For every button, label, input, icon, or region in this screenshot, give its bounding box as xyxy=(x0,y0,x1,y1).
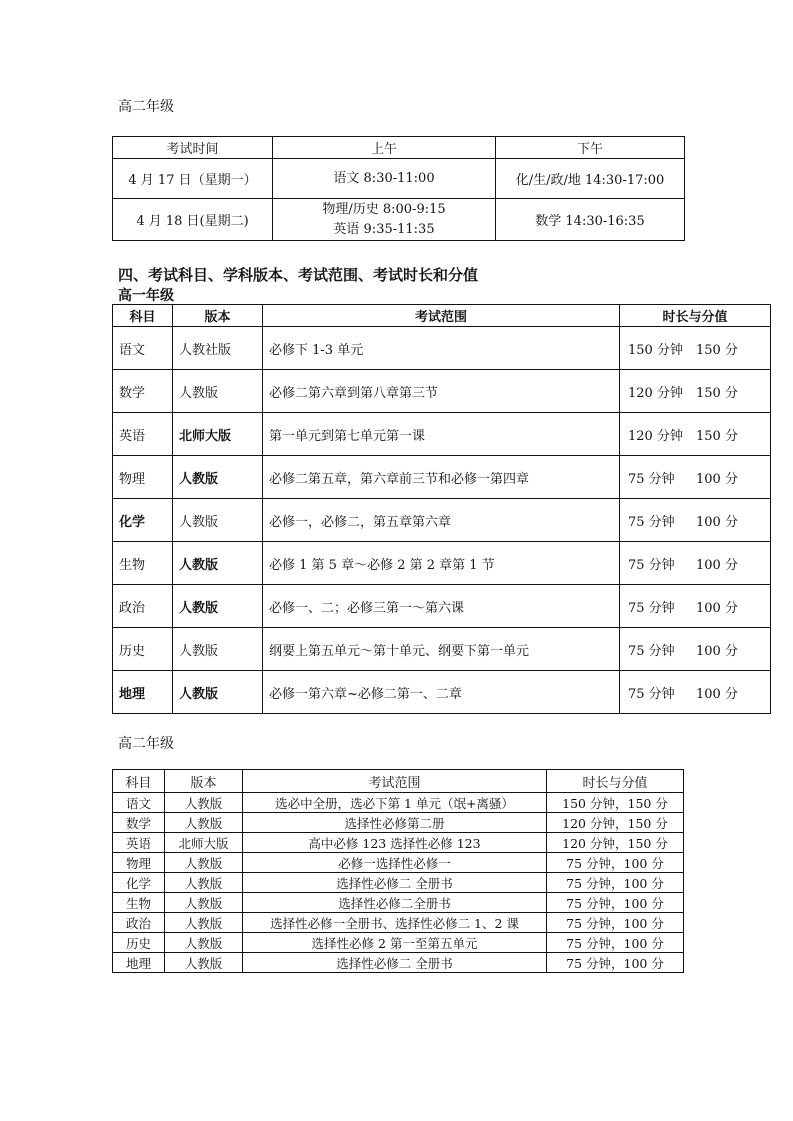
duration-score-cell: 75 分钟，100 分 xyxy=(547,853,684,873)
edition-cell: 人教版 xyxy=(165,793,243,813)
duration-score-cell xyxy=(620,327,771,370)
duration-value: 75 分钟 xyxy=(628,600,675,616)
table-row xyxy=(113,853,684,873)
header-cell: 版本 xyxy=(173,305,263,327)
score-value: 100 分 xyxy=(696,557,738,573)
table-row xyxy=(113,893,684,913)
afternoon-cell: 化/生/政/地 14:30-17:00 xyxy=(496,159,685,199)
date-cell: 4 月 17 日（星期一） xyxy=(113,159,273,199)
edition-cell: 人教版 xyxy=(165,913,243,933)
grade1-exam-table xyxy=(112,304,771,714)
scope-cell: 选择性必修二 全册书 xyxy=(243,873,547,893)
table-row xyxy=(113,327,771,370)
header-cell: 时长与分值 xyxy=(620,305,771,327)
edition-cell: 人教版 xyxy=(173,499,263,542)
score-value: 100 分 xyxy=(696,686,738,702)
edition-cell: 人教社版 xyxy=(173,327,263,370)
subject-cell: 物理 xyxy=(113,853,165,873)
scope-cell: 选择性必修第二册 xyxy=(243,813,547,833)
table-row xyxy=(113,671,771,714)
edition-cell: 人教版 xyxy=(173,585,263,628)
subject-cell: 化学 xyxy=(113,499,173,542)
table-row xyxy=(113,413,771,456)
scope-cell: 选择性必修 2 第一至第五单元 xyxy=(243,933,547,953)
duration-value: 75 分钟 xyxy=(628,643,675,659)
score-value: 150 分 xyxy=(696,428,738,444)
morning-exam: 物理/历史 8:00-9:15 xyxy=(322,201,446,217)
morning-exam: 英语 9:35-11:35 xyxy=(333,221,435,237)
subject-cell: 政治 xyxy=(113,585,173,628)
duration-score-cell xyxy=(620,413,771,456)
subject-cell: 历史 xyxy=(113,933,165,953)
scope-cell: 必修一第六章~必修二第一、二章 xyxy=(263,671,620,714)
duration-score-cell xyxy=(620,585,771,628)
grade2-label: 高二年级 xyxy=(118,736,174,752)
grade1-label: 高一年级 xyxy=(118,288,174,304)
score-value: 100 分 xyxy=(696,643,738,659)
afternoon-cell: 数学 14:30-16:35 xyxy=(496,199,685,241)
table-row xyxy=(113,833,684,853)
duration-value: 120 分钟 xyxy=(628,428,683,444)
duration-score-cell xyxy=(620,370,771,413)
duration-score-cell xyxy=(620,542,771,585)
scope-cell: 选择性必修二全册书 xyxy=(243,893,547,913)
table-row xyxy=(113,370,771,413)
date-cell: 4 月 18 日(星期二) xyxy=(113,199,273,241)
table-row xyxy=(113,585,771,628)
edition-cell: 人教版 xyxy=(173,671,263,714)
grade2-exam-table xyxy=(112,769,684,973)
score-value: 150 分 xyxy=(696,385,738,401)
scope-cell: 选必中全册，选必下第 1 单元（氓+离骚） xyxy=(243,793,547,813)
header-cell: 下午 xyxy=(496,137,685,159)
duration-score-cell xyxy=(620,456,771,499)
table-header-row xyxy=(113,305,771,327)
subject-cell: 政治 xyxy=(113,913,165,933)
subject-cell: 历史 xyxy=(113,628,173,671)
duration-score-cell: 75 分钟，100 分 xyxy=(547,953,684,973)
table-row xyxy=(113,913,684,933)
edition-cell: 北师大版 xyxy=(173,413,263,456)
duration-score-cell: 75 分钟，100 分 xyxy=(547,913,684,933)
edition-cell: 人教版 xyxy=(173,456,263,499)
score-value: 100 分 xyxy=(696,514,738,530)
edition-cell: 人教版 xyxy=(173,628,263,671)
table-row xyxy=(113,542,771,585)
scope-cell: 必修一、二；必修三第一～第六课 xyxy=(263,585,620,628)
subject-cell: 英语 xyxy=(113,413,173,456)
table-row xyxy=(113,159,685,199)
edition-cell: 人教版 xyxy=(165,813,243,833)
header-cell: 科目 xyxy=(113,305,173,327)
scope-cell: 纲要上第五单元～第十单元、纲要下第一单元 xyxy=(263,628,620,671)
score-value: 100 分 xyxy=(696,600,738,616)
duration-value: 75 分钟 xyxy=(628,686,675,702)
subject-cell: 数学 xyxy=(113,370,173,413)
subject-cell: 物理 xyxy=(113,456,173,499)
edition-cell: 北师大版 xyxy=(165,833,243,853)
scope-cell: 选择性必修一全册书、选择性必修二 1、2 课 xyxy=(243,913,547,933)
section-heading: 四、考试科目、学科版本、考试范围、考试时长和分值 xyxy=(118,266,479,284)
duration-score-cell: 75 分钟，100 分 xyxy=(547,933,684,953)
duration-value: 75 分钟 xyxy=(628,514,675,530)
score-value: 150 分 xyxy=(696,342,738,358)
edition-cell: 人教版 xyxy=(165,893,243,913)
table-row xyxy=(113,933,684,953)
table-row xyxy=(113,456,771,499)
morning-exam: 语文 8:30-11:00 xyxy=(333,170,435,186)
edition-cell: 人教版 xyxy=(165,853,243,873)
subject-cell: 生物 xyxy=(113,542,173,585)
edition-cell: 人教版 xyxy=(173,542,263,585)
scope-cell: 选择性必修二 全册书 xyxy=(243,953,547,973)
header-cell: 考试时间 xyxy=(113,137,273,159)
subject-cell: 地理 xyxy=(113,953,165,973)
header-cell: 上午 xyxy=(273,137,496,159)
table-row xyxy=(113,499,771,542)
scope-cell: 必修 1 第 5 章～必修 2 第 2 章第 1 节 xyxy=(263,542,620,585)
table-row xyxy=(113,953,684,973)
duration-score-cell: 120 分钟，150 分 xyxy=(547,833,684,853)
duration-score-cell: 120 分钟，150 分 xyxy=(547,813,684,833)
scope-cell: 必修下 1-3 单元 xyxy=(263,327,620,370)
subject-cell: 化学 xyxy=(113,873,165,893)
subject-cell: 语文 xyxy=(113,793,165,813)
table-row xyxy=(113,873,684,893)
schedule-grade-label: 高二年级 xyxy=(118,99,174,115)
table-row xyxy=(113,793,684,813)
duration-score-cell: 75 分钟，100 分 xyxy=(547,893,684,913)
header-cell: 版本 xyxy=(165,770,243,793)
table-row xyxy=(113,199,685,241)
subject-cell: 数学 xyxy=(113,813,165,833)
subject-cell: 英语 xyxy=(113,833,165,853)
table-header-row xyxy=(113,770,684,793)
edition-cell: 人教版 xyxy=(173,370,263,413)
edition-cell: 人教版 xyxy=(165,873,243,893)
duration-score-cell xyxy=(620,628,771,671)
morning-cell xyxy=(273,199,496,241)
subject-cell: 地理 xyxy=(113,671,173,714)
duration-value: 75 分钟 xyxy=(628,557,675,573)
edition-cell: 人教版 xyxy=(165,933,243,953)
duration-score-cell: 75 分钟，100 分 xyxy=(547,873,684,893)
table-row xyxy=(113,813,684,833)
duration-score-cell xyxy=(620,499,771,542)
exam-schedule-table xyxy=(112,136,685,241)
edition-cell: 人教版 xyxy=(165,953,243,973)
subject-cell: 生物 xyxy=(113,893,165,913)
scope-cell: 必修二第六章到第八章第三节 xyxy=(263,370,620,413)
duration-score-cell xyxy=(620,671,771,714)
table-row xyxy=(113,628,771,671)
duration-value: 150 分钟 xyxy=(628,342,683,358)
header-cell: 考试范围 xyxy=(243,770,547,793)
scope-cell: 必修一，必修二，第五章第六章 xyxy=(263,499,620,542)
morning-cell xyxy=(273,159,496,199)
subject-cell: 语文 xyxy=(113,327,173,370)
score-value: 100 分 xyxy=(696,471,738,487)
table-header-row xyxy=(113,137,685,159)
scope-cell: 必修一选择性必修一 xyxy=(243,853,547,873)
header-cell: 考试范围 xyxy=(263,305,620,327)
duration-value: 120 分钟 xyxy=(628,385,683,401)
scope-cell: 高中必修 123 选择性必修 123 xyxy=(243,833,547,853)
duration-value: 75 分钟 xyxy=(628,471,675,487)
scope-cell: 必修二第五章，第六章前三节和必修一第四章 xyxy=(263,456,620,499)
duration-score-cell: 150 分钟，150 分 xyxy=(547,793,684,813)
scope-cell: 第一单元到第七单元第一课 xyxy=(263,413,620,456)
header-cell: 时长与分值 xyxy=(547,770,684,793)
header-cell: 科目 xyxy=(113,770,165,793)
